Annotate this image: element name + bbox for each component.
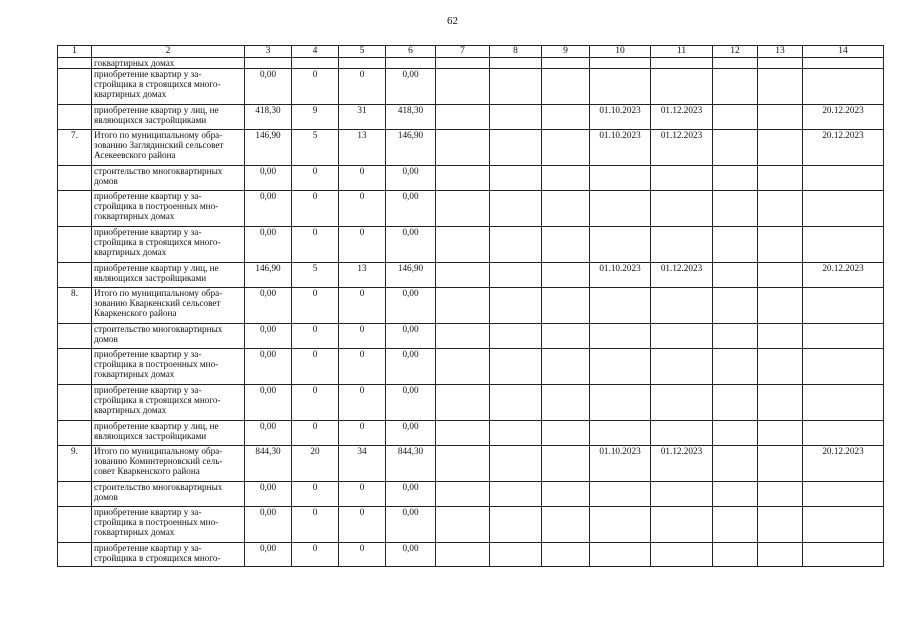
cell-col7 [436,58,490,69]
cell-col11 [651,227,713,263]
header-row [58,46,884,58]
cell-col12 [713,324,758,349]
cell-col3: 0,00 [245,421,292,446]
column-header: 5 [339,46,386,58]
row-name: приобретение квартир у за-стройщика в построенных мно-гоквартирных домах [92,349,245,385]
row-number [58,105,92,130]
cell-col4: 0 [292,349,339,385]
cell-col13 [758,446,803,482]
cell-col4: 0 [292,191,339,227]
cell-col14 [803,543,884,567]
cell-col3: 146,90 [245,263,292,288]
cell-col8 [490,166,542,191]
cell-col3: 0,00 [245,349,292,385]
cell-col6: 0,00 [386,385,436,421]
column-header: 2 [92,46,245,58]
cell-col13 [758,288,803,324]
cell-col7 [436,166,490,191]
cell-col11 [651,349,713,385]
cell-col7 [436,349,490,385]
cell-col14 [803,58,884,69]
table-row [58,69,884,105]
row-number [58,58,92,69]
cell-col9 [542,543,590,567]
cell-col6 [386,58,436,69]
cell-col10 [590,288,651,324]
cell-col12 [713,263,758,288]
cell-col13 [758,191,803,227]
row-number [58,263,92,288]
cell-col8 [490,263,542,288]
row-number [58,166,92,191]
cell-col9 [542,191,590,227]
cell-col12 [713,288,758,324]
cell-col3: 0,00 [245,324,292,349]
cell-col10: 01.10.2023 [590,263,651,288]
cell-col8 [490,69,542,105]
table-row [58,446,884,482]
cell-col4: 0 [292,324,339,349]
row-number [58,349,92,385]
cell-col9 [542,507,590,543]
cell-col13 [758,105,803,130]
cell-col13 [758,543,803,567]
cell-col7 [436,288,490,324]
cell-col9 [542,58,590,69]
cell-col13 [758,507,803,543]
cell-col11 [651,166,713,191]
cell-col14 [803,482,884,507]
table-row [58,385,884,421]
cell-col11 [651,288,713,324]
cell-col11: 01.12.2023 [651,130,713,166]
row-name: строительство многоквартирных домов [92,482,245,507]
column-header: 13 [758,46,803,58]
row-number [58,191,92,227]
cell-col9 [542,227,590,263]
cell-col10 [590,69,651,105]
cell-col13 [758,130,803,166]
cell-col5: 0 [339,191,386,227]
table-row [58,349,884,385]
cell-col12 [713,191,758,227]
cell-col7 [436,543,490,567]
cell-col5: 0 [339,385,386,421]
cell-col13 [758,385,803,421]
cell-col4: 0 [292,288,339,324]
cell-col5: 0 [339,421,386,446]
cell-col5: 0 [339,227,386,263]
cell-col12 [713,166,758,191]
cell-col3: 0,00 [245,385,292,421]
row-number [58,421,92,446]
cell-col9 [542,69,590,105]
row-name: приобретение квартир у лиц, не являющихся застройщиками [92,263,245,288]
cell-col6: 0,00 [386,324,436,349]
cell-col10 [590,227,651,263]
cell-col6: 0,00 [386,349,436,385]
table-row [58,543,884,567]
cell-col14 [803,324,884,349]
cell-col8 [490,105,542,130]
cell-col4: 0 [292,227,339,263]
data-table [57,45,884,567]
table-row [58,324,884,349]
table-row [58,58,884,69]
table-row [58,166,884,191]
column-header: 4 [292,46,339,58]
cell-col5: 0 [339,543,386,567]
cell-col9 [542,105,590,130]
cell-col10 [590,58,651,69]
column-header: 9 [542,46,590,58]
cell-col3: 0,00 [245,482,292,507]
cell-col4: 9 [292,105,339,130]
cell-col7 [436,482,490,507]
cell-col8 [490,227,542,263]
cell-col14: 20.12.2023 [803,263,884,288]
cell-col6: 146,90 [386,263,436,288]
cell-col7 [436,227,490,263]
table-row [58,507,884,543]
cell-col5: 0 [339,288,386,324]
table-row [58,191,884,227]
cell-col12 [713,482,758,507]
cell-col11 [651,482,713,507]
cell-col7 [436,324,490,349]
row-name: приобретение квартир у за-стройщика в строящихся много-квартирных домах [92,227,245,263]
column-header: 8 [490,46,542,58]
cell-col3: 0,00 [245,166,292,191]
cell-col5: 0 [339,482,386,507]
column-header: 6 [386,46,436,58]
cell-col7 [436,69,490,105]
cell-col14 [803,166,884,191]
cell-col6: 418,30 [386,105,436,130]
cell-col10 [590,507,651,543]
cell-col10 [590,421,651,446]
cell-col11: 01.12.2023 [651,105,713,130]
cell-col11 [651,58,713,69]
cell-col3: 0,00 [245,69,292,105]
cell-col8 [490,385,542,421]
cell-col6: 0,00 [386,227,436,263]
row-number: 8. [58,288,92,324]
cell-col8 [490,191,542,227]
cell-col9 [542,263,590,288]
row-name: приобретение квартир у за-стройщика в построенных мно-гоквартирных домах [92,507,245,543]
cell-col11: 01.12.2023 [651,263,713,288]
cell-col8 [490,446,542,482]
cell-col12 [713,507,758,543]
cell-col13 [758,58,803,69]
cell-col5: 0 [339,324,386,349]
cell-col14 [803,69,884,105]
cell-col8 [490,288,542,324]
cell-col11 [651,69,713,105]
cell-col6: 0,00 [386,191,436,227]
cell-col12 [713,227,758,263]
row-name: Итого по муниципальному обра-зованию Кваркенский сельсовет Кваркенского района [92,288,245,324]
column-header: 3 [245,46,292,58]
cell-col14: 20.12.2023 [803,446,884,482]
row-name: строительство многоквартирных домов [92,324,245,349]
cell-col9 [542,349,590,385]
cell-col4: 0 [292,507,339,543]
cell-col9 [542,288,590,324]
row-number [58,324,92,349]
row-number: 9. [58,446,92,482]
row-number [58,227,92,263]
cell-col3 [245,58,292,69]
table-row [58,288,884,324]
cell-col7 [436,385,490,421]
row-name: приобретение квартир у за-стройщика в построенных мно-гоквартирных домах [92,191,245,227]
cell-col3: 0,00 [245,288,292,324]
cell-col4: 0 [292,166,339,191]
cell-col14 [803,385,884,421]
cell-col9 [542,385,590,421]
cell-col10 [590,166,651,191]
cell-col8 [490,324,542,349]
column-header: 12 [713,46,758,58]
cell-col10 [590,349,651,385]
cell-col13 [758,227,803,263]
row-name: приобретение квартир у лиц, не являющихся застройщиками [92,421,245,446]
cell-col5: 13 [339,263,386,288]
cell-col6: 0,00 [386,543,436,567]
cell-col7 [436,105,490,130]
cell-col10 [590,191,651,227]
table-row [58,130,884,166]
cell-col13 [758,421,803,446]
cell-col12 [713,349,758,385]
cell-col7 [436,421,490,446]
cell-col12 [713,421,758,446]
cell-col11 [651,507,713,543]
cell-col4: 0 [292,421,339,446]
column-header: 14 [803,46,884,58]
cell-col3: 146,90 [245,130,292,166]
cell-col13 [758,324,803,349]
page-number: 62 [447,15,458,27]
row-name: приобретение квартир у за-стройщика в строящихся много-квартирных домах [92,385,245,421]
cell-col6: 0,00 [386,421,436,446]
cell-col6: 844,30 [386,446,436,482]
cell-col7 [436,130,490,166]
cell-col14: 20.12.2023 [803,105,884,130]
cell-col4: 0 [292,385,339,421]
cell-col10 [590,324,651,349]
cell-col5: 31 [339,105,386,130]
cell-col13 [758,263,803,288]
cell-col13 [758,166,803,191]
cell-col5: 13 [339,130,386,166]
cell-col3: 0,00 [245,191,292,227]
table-row [58,482,884,507]
cell-col4: 0 [292,543,339,567]
cell-col14 [803,288,884,324]
table-row [58,227,884,263]
cell-col10: 01.10.2023 [590,130,651,166]
cell-col14 [803,507,884,543]
cell-col13 [758,349,803,385]
cell-col3: 0,00 [245,507,292,543]
cell-col4: 0 [292,69,339,105]
row-number [58,385,92,421]
cell-col6: 0,00 [386,166,436,191]
cell-col5: 0 [339,507,386,543]
cell-col14 [803,421,884,446]
cell-col8 [490,543,542,567]
cell-col3: 0,00 [245,543,292,567]
row-number [58,507,92,543]
cell-col12 [713,130,758,166]
cell-col10: 01.10.2023 [590,105,651,130]
cell-col8 [490,482,542,507]
cell-col4: 5 [292,130,339,166]
cell-col3: 844,30 [245,446,292,482]
cell-col8 [490,421,542,446]
cell-col6: 0,00 [386,69,436,105]
cell-col5: 0 [339,69,386,105]
row-name: приобретение квартир у за-стройщика в строящихся много-квартирных домах [92,69,245,105]
cell-col12 [713,69,758,105]
table-row [58,421,884,446]
cell-col11 [651,385,713,421]
cell-col4 [292,58,339,69]
column-header: 11 [651,46,713,58]
cell-col5: 0 [339,349,386,385]
cell-col9 [542,130,590,166]
cell-col3: 418,30 [245,105,292,130]
row-number: 7. [58,130,92,166]
column-header: 1 [58,46,92,58]
cell-col14 [803,191,884,227]
row-number [58,69,92,105]
cell-col8 [490,58,542,69]
row-name: приобретение квартир у за-стройщика в строящихся много- [92,543,245,567]
cell-col10 [590,385,651,421]
cell-col13 [758,69,803,105]
cell-col6: 0,00 [386,507,436,543]
cell-col10 [590,543,651,567]
cell-col9 [542,421,590,446]
cell-col9 [542,324,590,349]
cell-col12 [713,58,758,69]
cell-col11 [651,191,713,227]
cell-col6: 0,00 [386,482,436,507]
cell-col8 [490,507,542,543]
cell-col12 [713,105,758,130]
cell-col11 [651,421,713,446]
cell-col7 [436,446,490,482]
row-number [58,482,92,507]
cell-col5: 34 [339,446,386,482]
cell-col13 [758,482,803,507]
cell-col11: 01.12.2023 [651,446,713,482]
cell-col12 [713,543,758,567]
cell-col7 [436,263,490,288]
row-name: гоквартирных домах [92,58,245,69]
cell-col8 [490,130,542,166]
cell-col11 [651,543,713,567]
cell-col4: 5 [292,263,339,288]
cell-col14 [803,227,884,263]
cell-col14 [803,349,884,385]
cell-col10 [590,482,651,507]
cell-col3: 0,00 [245,227,292,263]
cell-col6: 146,90 [386,130,436,166]
column-header: 7 [436,46,490,58]
cell-col14: 20.12.2023 [803,130,884,166]
cell-col10: 01.10.2023 [590,446,651,482]
table-row [58,105,884,130]
row-name: Итого по муниципальному обра-зованию Заглядинский сельсовет Асекеевского района [92,130,245,166]
cell-col6: 0,00 [386,288,436,324]
cell-col9 [542,482,590,507]
cell-col7 [436,507,490,543]
row-name: приобретение квартир у лиц, не являющихся застройщиками [92,105,245,130]
cell-col12 [713,446,758,482]
row-name: строительство многоквартирных домов [92,166,245,191]
table-row [58,263,884,288]
cell-col9 [542,166,590,191]
cell-col9 [542,446,590,482]
cell-col4: 0 [292,482,339,507]
row-number [58,543,92,567]
cell-col8 [490,349,542,385]
cell-col4: 20 [292,446,339,482]
cell-col5 [339,58,386,69]
cell-col12 [713,385,758,421]
cell-col5: 0 [339,166,386,191]
row-name: Итого по муниципальному обра-зованию Коминтерновский сель-совет Кваркенского района [92,446,245,482]
cell-col11 [651,324,713,349]
column-header: 10 [590,46,651,58]
cell-col7 [436,191,490,227]
